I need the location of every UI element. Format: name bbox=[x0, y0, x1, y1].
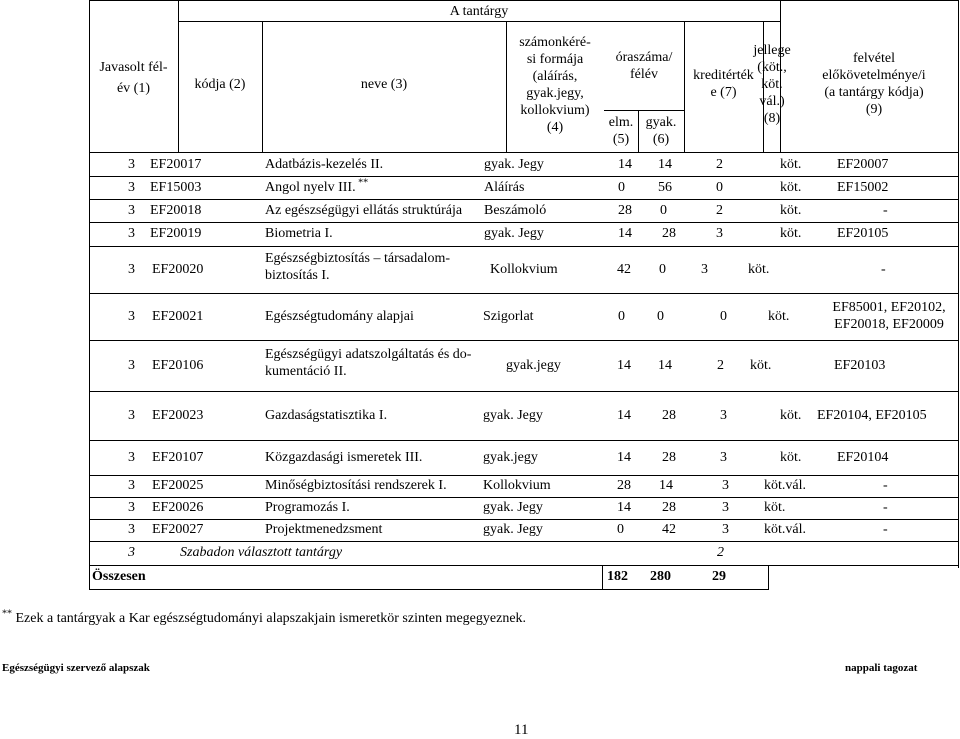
prerequisite-cont: EF20018, EF20009 bbox=[834, 316, 944, 332]
course-name-cont: kumentáció II. bbox=[265, 363, 347, 379]
practice-hours: 28 bbox=[662, 500, 676, 515]
exam-form: Kollokvium bbox=[490, 262, 558, 277]
semester-cell: 3 bbox=[128, 226, 135, 241]
semester-cell: 3 bbox=[128, 203, 135, 218]
course-code: EF20020 bbox=[152, 262, 204, 277]
prerequisite: EF85001, EF20102, bbox=[832, 299, 946, 315]
semester-cell: 3 bbox=[128, 157, 135, 172]
credit-value: 2 bbox=[716, 157, 723, 172]
table-rule bbox=[89, 293, 959, 294]
course-code: EF20018 bbox=[150, 203, 202, 218]
header-hours: óraszáma/ félév bbox=[615, 50, 673, 82]
table-rule bbox=[89, 589, 769, 590]
credit-value: 2 bbox=[717, 358, 724, 373]
table-rule bbox=[89, 246, 959, 247]
course-type: köt. bbox=[780, 408, 802, 423]
course-name: Programozás I. bbox=[265, 500, 350, 515]
course-code: EF20026 bbox=[152, 500, 204, 515]
course-type: köt. bbox=[780, 157, 802, 172]
elective-name: Szabadon választott tantárgy bbox=[180, 545, 343, 560]
semester-cell: 3 bbox=[128, 180, 135, 195]
credit-value: 3 bbox=[716, 226, 723, 241]
practice-hours: 0 bbox=[660, 203, 667, 218]
prerequisite: EF15002 bbox=[837, 180, 889, 195]
total-lecture: 182 bbox=[607, 569, 628, 584]
course-code: EF20107 bbox=[152, 450, 204, 465]
header-name: neve (3) bbox=[360, 77, 408, 92]
semester-cell: 3 bbox=[128, 450, 135, 465]
exam-form: Kollokvium bbox=[483, 478, 551, 493]
credit-value: 0 bbox=[716, 180, 723, 195]
practice-hours: 28 bbox=[662, 226, 676, 241]
lecture-hours: 28 bbox=[617, 478, 631, 493]
credit-value: 3 bbox=[722, 522, 729, 537]
total-credit: 29 bbox=[712, 569, 726, 584]
table-rule bbox=[89, 340, 959, 341]
table-rule bbox=[89, 565, 959, 566]
course-name: Adatbázis-kezelés II. bbox=[265, 157, 384, 172]
lecture-hours: 14 bbox=[618, 226, 632, 241]
course-type: köt. bbox=[750, 358, 772, 373]
header-semester: Javasolt fél- év (1) bbox=[99, 60, 168, 96]
semester-cell: 3 bbox=[128, 358, 135, 373]
exam-form: Aláírás bbox=[484, 180, 525, 195]
table-rule bbox=[89, 475, 959, 476]
practice-hours: 0 bbox=[659, 262, 666, 277]
prerequisite: EF20104, EF20105 bbox=[817, 408, 927, 423]
table-rule bbox=[89, 391, 959, 392]
semester-cell: 3 bbox=[128, 500, 135, 515]
exam-form: gyak. Jegy bbox=[483, 408, 543, 423]
course-name: Egészségügyi adatszolgáltatás és do- bbox=[265, 346, 472, 362]
course-type: köt.vál. bbox=[764, 478, 806, 493]
header-practice: gyak. (6) bbox=[645, 115, 677, 147]
footer-left: Egészségügyi szervező alapszak bbox=[2, 662, 150, 674]
exam-form: gyak. Jegy bbox=[483, 522, 543, 537]
prerequisite: EF20105 bbox=[837, 226, 889, 241]
exam-form: Beszámoló bbox=[484, 203, 547, 218]
table-rule bbox=[89, 152, 959, 153]
table-rule bbox=[89, 0, 959, 1]
prerequisite: - bbox=[883, 522, 888, 537]
prerequisite: - bbox=[883, 203, 888, 218]
credit-value: 3 bbox=[720, 450, 727, 465]
lecture-hours: 14 bbox=[617, 358, 631, 373]
prerequisite: - bbox=[881, 262, 886, 277]
header-type: jellege (köt., köt. vál.) (8) bbox=[753, 43, 791, 126]
prerequisite: EF20103 bbox=[834, 358, 886, 373]
course-name: Projektmenedzsment bbox=[265, 522, 383, 537]
course-type: köt. bbox=[780, 226, 802, 241]
table-rule bbox=[89, 541, 959, 542]
practice-hours: 56 bbox=[658, 180, 672, 195]
elective-credit: 2 bbox=[717, 545, 724, 560]
lecture-hours: 14 bbox=[617, 408, 631, 423]
header-prereq: felvétel előkövetelménye/i (a tantárgy kódja) (9) bbox=[822, 51, 926, 117]
footer-right: nappali tagozat bbox=[845, 662, 918, 674]
lecture-hours: 14 bbox=[617, 450, 631, 465]
table-rule bbox=[89, 152, 90, 153]
practice-hours: 14 bbox=[658, 157, 672, 172]
semester-cell: 3 bbox=[128, 408, 135, 423]
table-rule bbox=[178, 21, 781, 22]
credit-value: 3 bbox=[720, 408, 727, 423]
course-code: EF20019 bbox=[150, 226, 202, 241]
course-type: köt. bbox=[780, 450, 802, 465]
course-name: Egészségtudomány alapjai bbox=[265, 309, 414, 324]
table-rule bbox=[89, 222, 959, 223]
lecture-hours: 42 bbox=[617, 262, 631, 277]
course-code: EF20025 bbox=[152, 478, 204, 493]
practice-hours: 28 bbox=[662, 450, 676, 465]
footnote: ** Ezek a tantárgyak a Kar egészségtudományi alapszakjain ismeretkör szinten megegyeznek. bbox=[2, 608, 527, 626]
practice-hours: 14 bbox=[658, 358, 672, 373]
course-code: EF15003 bbox=[150, 180, 202, 195]
table-rule bbox=[89, 519, 959, 520]
practice-hours: 42 bbox=[662, 522, 676, 537]
table-rule bbox=[89, 176, 959, 177]
header-lecture: elm. (5) bbox=[608, 115, 634, 147]
course-name: Egészségbiztosítás – társadalom- bbox=[265, 250, 451, 266]
course-code: EF20027 bbox=[152, 522, 204, 537]
course-type: köt. bbox=[764, 500, 786, 515]
semester-cell: 3 bbox=[128, 478, 135, 493]
total-label: Összesen bbox=[92, 569, 146, 584]
lecture-hours: 14 bbox=[618, 157, 632, 172]
semester-cell: 3 bbox=[128, 522, 135, 537]
credit-value: 3 bbox=[722, 500, 729, 515]
lecture-hours: 0 bbox=[617, 522, 624, 537]
page-number: 11 bbox=[514, 722, 529, 738]
course-code: EF20106 bbox=[152, 358, 204, 373]
exam-form: gyak. Jegy bbox=[484, 157, 544, 172]
header-exam-form: számonkéré- si formája (aláírás, gyak.jegy, kollokvium) (4) bbox=[519, 35, 591, 135]
credit-value: 3 bbox=[701, 262, 708, 277]
credit-value: 3 bbox=[722, 478, 729, 493]
lecture-hours: 28 bbox=[618, 203, 632, 218]
course-name: Biometria I. bbox=[265, 226, 333, 241]
group-title: A tantárgy bbox=[449, 4, 509, 19]
credit-value: 0 bbox=[720, 309, 727, 324]
header-code: kódja (2) bbox=[194, 77, 246, 92]
course-name: Az egészségügyi ellátás struktúrája bbox=[265, 203, 463, 218]
semester-cell: 3 bbox=[128, 309, 135, 324]
table-rule bbox=[89, 497, 959, 498]
practice-hours: 0 bbox=[657, 309, 664, 324]
table-rule bbox=[768, 565, 769, 590]
credit-value: 2 bbox=[716, 203, 723, 218]
course-code: EF20021 bbox=[152, 309, 204, 324]
course-type: köt. bbox=[780, 180, 802, 195]
exam-form: gyak. Jegy bbox=[484, 226, 544, 241]
course-type: köt. bbox=[780, 203, 802, 218]
course-name: Gazdaságstatisztika I. bbox=[265, 408, 388, 423]
practice-hours: 28 bbox=[662, 408, 676, 423]
course-type: köt. bbox=[748, 262, 770, 277]
prerequisite: EF20104 bbox=[837, 450, 889, 465]
course-type: köt. bbox=[768, 309, 790, 324]
prerequisite: - bbox=[883, 478, 888, 493]
exam-form: gyak.jegy bbox=[506, 358, 561, 373]
total-practice: 280 bbox=[650, 569, 671, 584]
table-rule bbox=[604, 110, 684, 111]
course-code: EF20017 bbox=[150, 157, 202, 172]
lecture-hours: 14 bbox=[617, 500, 631, 515]
semester-cell: 3 bbox=[128, 262, 135, 277]
course-type: köt.vál. bbox=[764, 522, 806, 537]
prerequisite: - bbox=[883, 500, 888, 515]
table-rule bbox=[602, 565, 603, 590]
exam-form: gyak. Jegy bbox=[483, 500, 543, 515]
lecture-hours: 0 bbox=[618, 309, 625, 324]
table-rule bbox=[89, 440, 959, 441]
table-rule bbox=[89, 199, 959, 200]
table-rule bbox=[958, 0, 959, 568]
exam-form: Szigorlat bbox=[483, 309, 534, 324]
course-name: Angol nyelv III. ** bbox=[265, 177, 369, 195]
header-credit: kreditérték e (7) bbox=[693, 68, 754, 100]
prerequisite: EF20007 bbox=[837, 157, 889, 172]
course-name: Közgazdasági ismeretek III. bbox=[265, 450, 423, 465]
lecture-hours: 0 bbox=[618, 180, 625, 195]
practice-hours: 14 bbox=[659, 478, 673, 493]
course-name-cont: biztosítás I. bbox=[265, 267, 330, 283]
course-code: EF20023 bbox=[152, 408, 204, 423]
elective-semester: 3 bbox=[128, 545, 135, 560]
course-name: Minőségbiztosítási rendszerek I. bbox=[265, 478, 447, 493]
exam-form: gyak.jegy bbox=[483, 450, 538, 465]
